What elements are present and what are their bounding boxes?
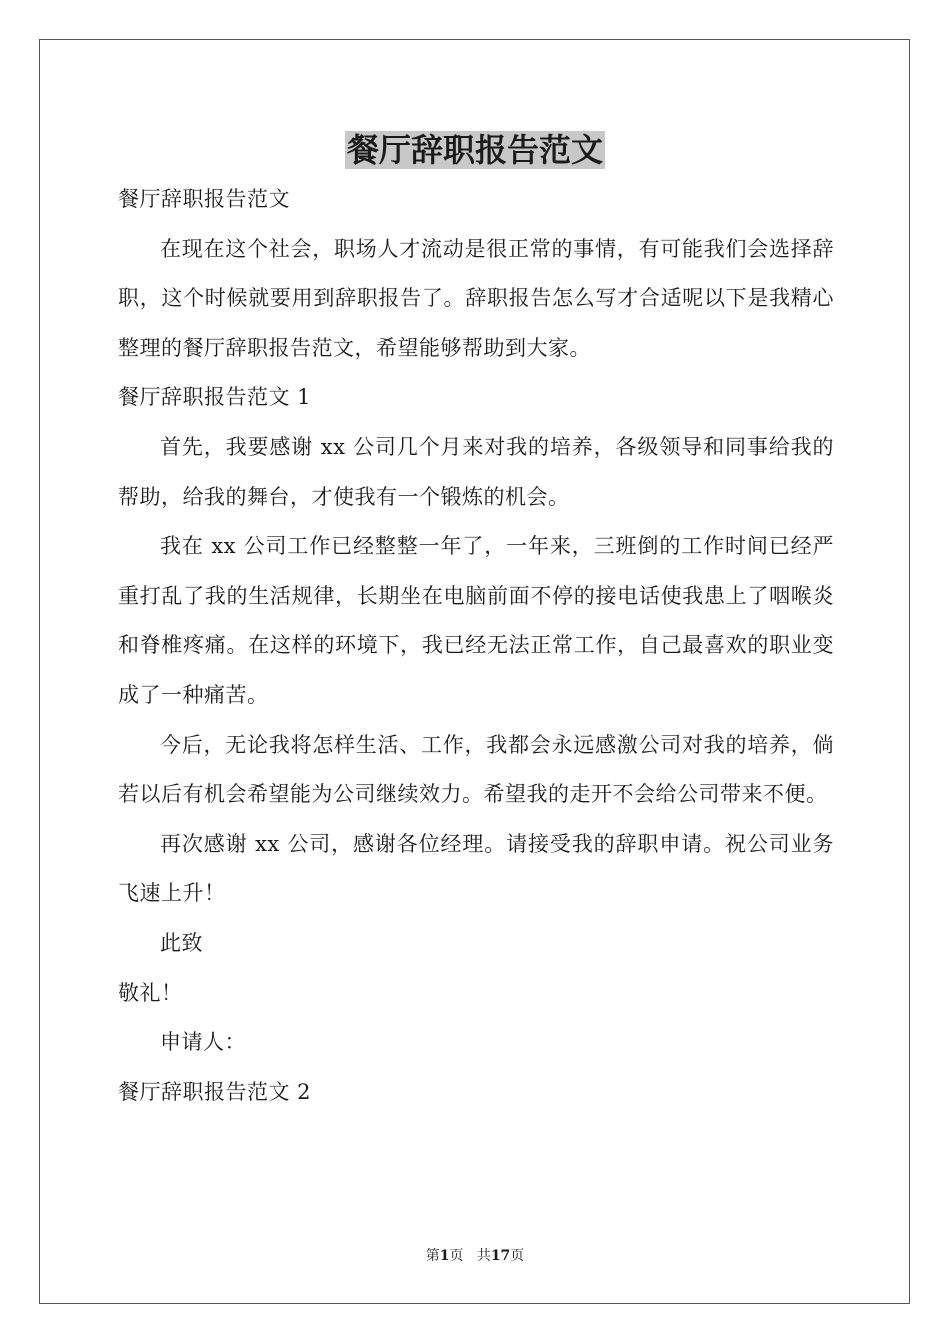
- document-body: [118, 175, 834, 1117]
- salutation-jingli: 敬礼！: [118, 980, 183, 1005]
- footer-page-prefix: 第: [425, 1248, 440, 1264]
- salutation-cizhi: 此致: [160, 930, 203, 955]
- paragraph-reason: 我在 xx 公司工作已经整整一年了，一年来，三班倒的工作时间已经严重打乱了我的生活规律，长期坐在电脑前面不停的接电话使我患上了咽喉炎和脊椎疼痛。在这样的环境下，我已经无法正常工作，自己最喜欢的职业变成了一种痛苦。: [118, 534, 834, 707]
- paragraph-thanks: 首先，我要感谢 xx 公司几个月来对我的培养，各级领导和同事给我的帮助，给我的舞台，才使我有一个锻炼的机会。: [118, 434, 834, 509]
- applicant-label: 申请人：: [160, 1030, 246, 1055]
- intro-paragraph: 在现在这个社会，职场人才流动是很正常的事情，有可能我们会选择辞职，这个时候就要用到辞职报告了。辞职报告怎么写才合适呢以下是我精心整理的餐厅辞职报告范文，希望能够帮助到大家。: [118, 236, 834, 360]
- paragraph-closing: 再次感谢 xx 公司，感谢各位经理。请接受我的辞职申请。祝公司业务飞速上升！: [118, 831, 834, 906]
- section-heading: 餐厅辞职报告范文: [118, 187, 290, 211]
- document-title: [0, 128, 950, 172]
- footer-total-suffix: 页: [510, 1248, 525, 1264]
- document-title-text: 餐厅辞职报告范文: [346, 131, 603, 169]
- footer-page-suffix: 页: [449, 1248, 464, 1264]
- section-heading-1: 餐厅辞职报告范文 1: [118, 385, 312, 410]
- footer-total-pages: 17: [490, 1248, 511, 1264]
- paragraph-future: 今后，无论我将怎样生活、工作，我都会永远感激公司对我的培养，倘若以后有机会希望能为公司继续效力。希望我的走开不会给公司带来不便。: [118, 732, 834, 807]
- footer-page-number: 1: [439, 1248, 450, 1264]
- page-footer: [0, 1246, 950, 1266]
- section-heading-2: 餐厅辞职报告范文 2: [118, 1079, 312, 1104]
- footer-total-prefix: 共: [476, 1248, 491, 1264]
